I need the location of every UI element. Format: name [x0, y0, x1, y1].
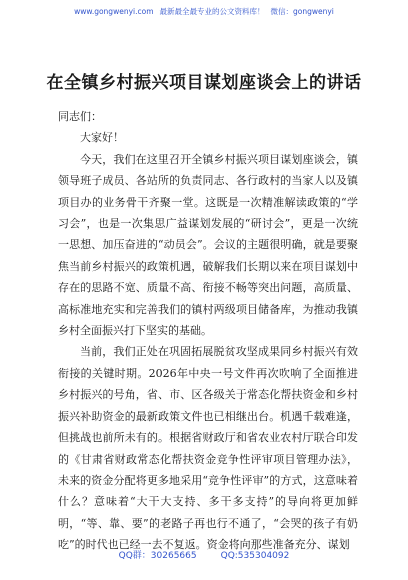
- document-title: 在全镇乡村振兴项目谋划座谈会上的讲话: [46, 73, 362, 93]
- salutation: 同志们：: [58, 110, 102, 123]
- page-footer: [0, 548, 408, 561]
- paragraph: 今天，我们在这里召开全镇乡村振兴项目谋划座谈会，镇领导班子成员、各站所的负责同志、各行政村的当家人以及镇项目办的业务骨干齐聚一堂。这既是一次精准解读政策的“学习会”，也是一次集思广益谋划发展的“研讨会”，更是一次统一思想、加压奋进的“动员会”。会议的主题很明确，就是要聚焦当前乡村振兴的政策机遇，破解我们长期以来在项目谋划中存在的思路不宽、质量不高、衔接不畅等突出问题，高质量、高标准地充实和完善我们的镇村两级项目储备库，为推动我镇乡村全面振兴打下坚实的基础。: [58, 152, 358, 338]
- qq-label: QQ:535304092: [220, 551, 290, 561]
- document-body: [58, 106, 358, 556]
- site-url-link[interactable]: www.gongwenyi.com: [74, 7, 154, 16]
- site-header: [0, 6, 408, 17]
- site-slogan: 最新最全最专业的公文资料库！: [159, 7, 265, 16]
- wechat-label: 微信：gongwenyi: [270, 7, 334, 16]
- greeting: 大家好！: [80, 131, 124, 145]
- qq-group-label: QQ群：30265665: [118, 551, 197, 561]
- paragraph: 当前，我们正处在巩固拓展脱贫攻坚成果同乡村振兴有效衔接的关键时期。2026年中央一号文件再次吹响了全面推进乡村振兴的号角，省、市、区各级关于常态化帮扶资金和乡村振兴补助资金的最新政策文件也已相继出台。机遇千载难逢，但挑战也前所未有的。根据省财政厅和省农业农村厅联合印发的《甘肃省财政常态化帮扶资金竞争性评审项目管理办法》，未来的资金分配将更多地采用“竞争性评审”的方式，这意味着什么？意味着“大干大支持、多干多支持”的导向将更加鲜明，“等、靠、要”的老路子再也行不通了，“会哭的孩子有奶吃”的时代也已经一去不复返。资金将向那些准备充分、谋划: [58, 345, 358, 552]
